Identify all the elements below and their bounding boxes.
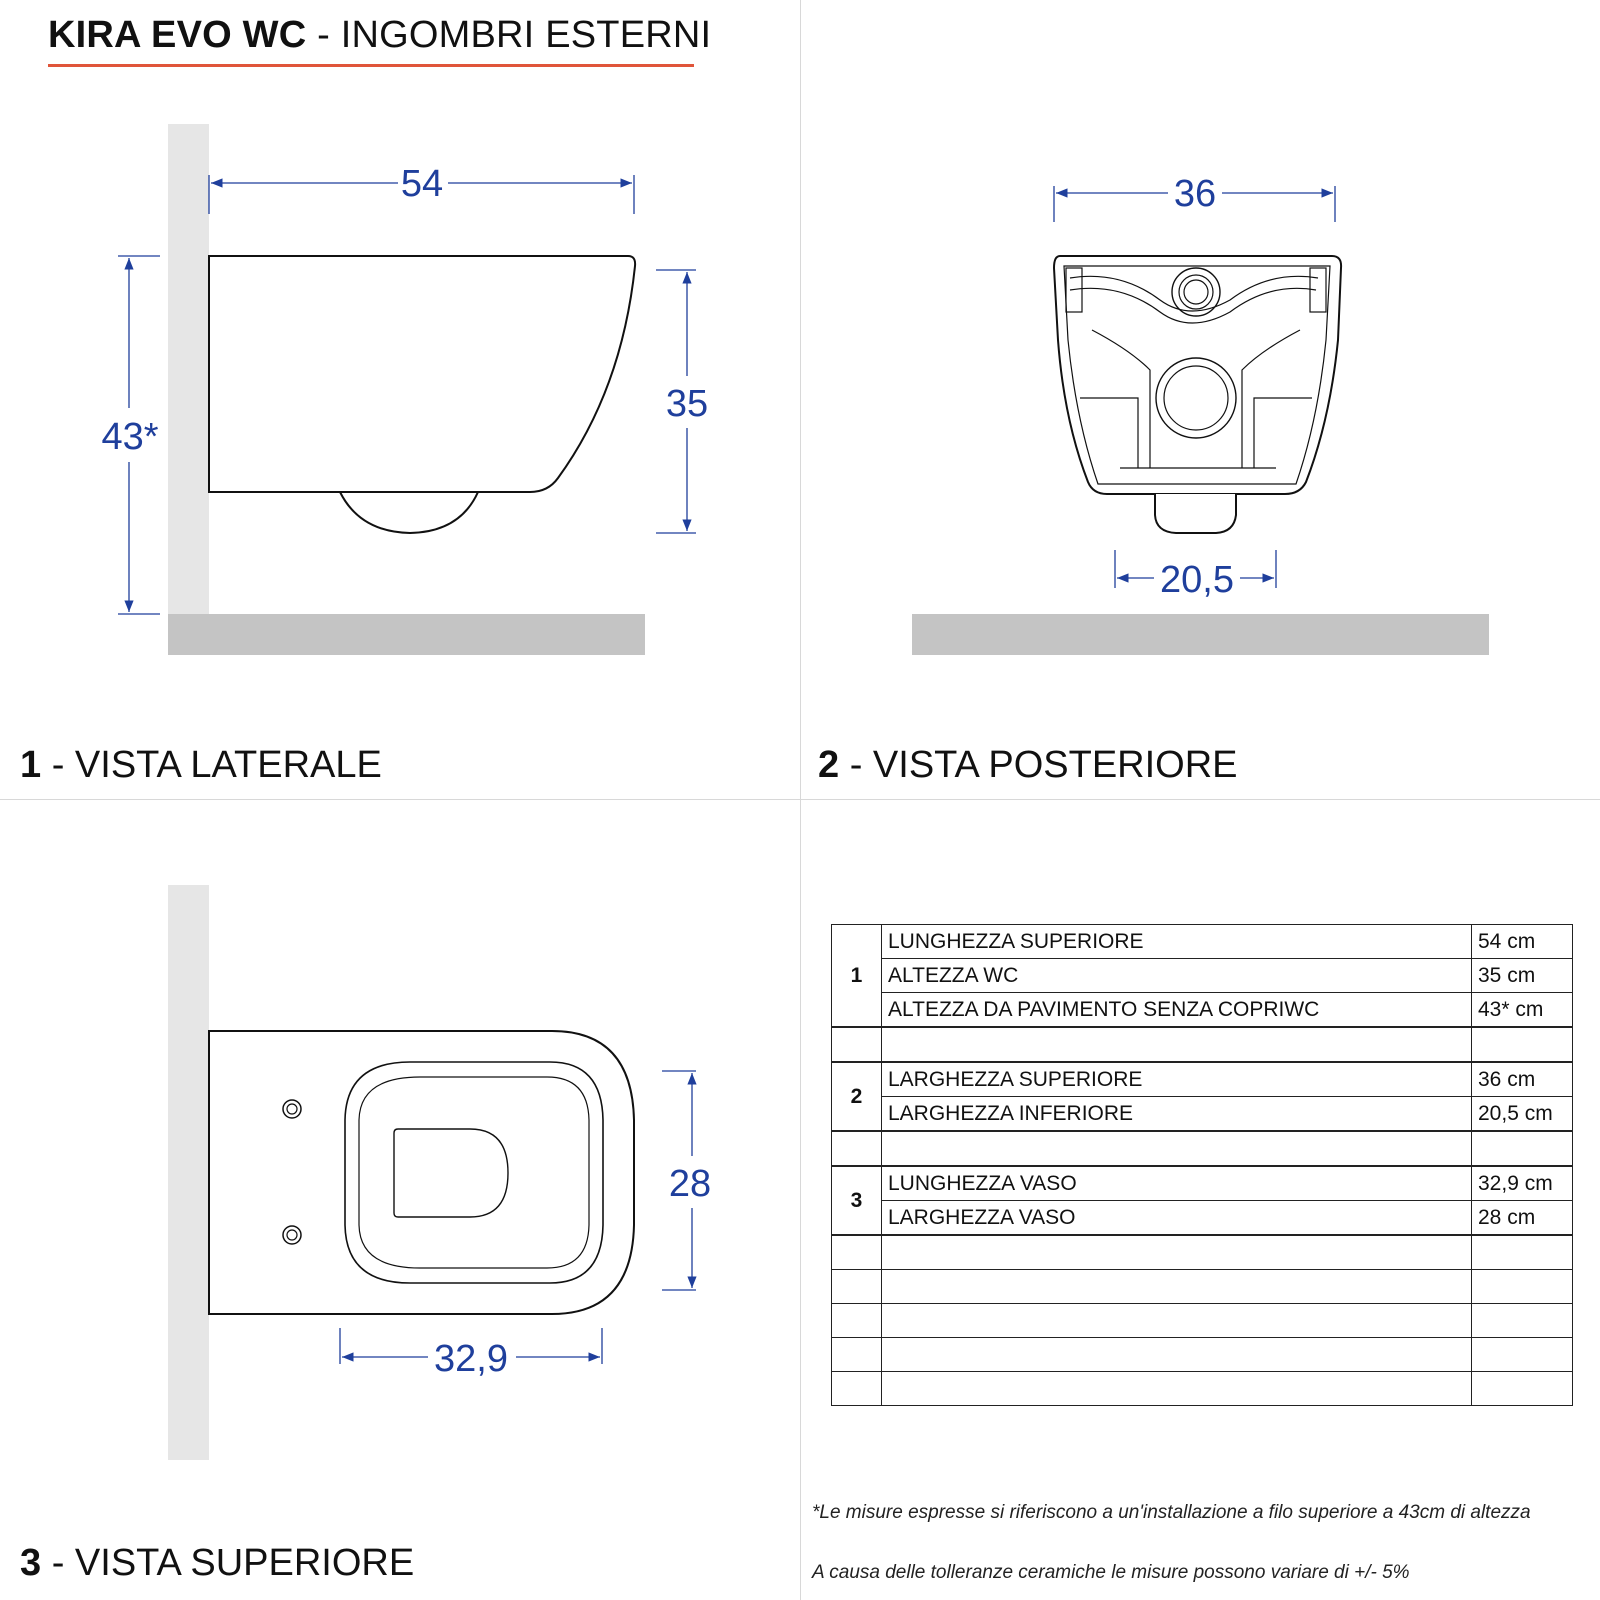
table-row [832,1097,1573,1132]
table-row [832,993,1573,1028]
view-title: - VISTA SUPERIORE [41,1542,415,1584]
dimension-rear-top-width: 36 [1173,173,1217,215]
installation-note: *Le misure espresse si riferiscono a un'installazione a filo superiore a 43cm di altezza [812,1502,1531,1523]
view-number: 1 [20,744,42,786]
table-row [832,1062,1573,1097]
table-cell-value: 32,9 cm [1472,1166,1573,1201]
table-row-empty [832,1235,1573,1270]
top-wall [168,885,209,1460]
table-cell-value: 35 cm [1472,959,1573,993]
rear-view [912,173,1489,655]
table-row-empty [832,1131,1573,1166]
dimension-top-bowl-width: 28 [668,1163,712,1205]
view-label-side [20,744,382,787]
view-label-rear [818,744,1238,787]
group-number: 2 [832,1062,882,1131]
table-cell-label: LARGHEZZA INFERIORE [882,1097,1472,1132]
table-cell-label: LARGHEZZA VASO [882,1201,1472,1236]
table-cell-value: 54 cm [1472,925,1573,959]
side-wc-body [209,256,635,492]
table-cell-label: LUNGHEZZA VASO [882,1166,1472,1201]
table-row-empty [832,1338,1573,1372]
table-row-empty [832,1372,1573,1406]
top-wc-body [209,1031,634,1314]
view-number: 3 [20,1542,42,1584]
rear-outlet-pipe [1155,494,1236,533]
dimension-rear-bottom-width: 20,5 [1160,559,1234,601]
table-row [832,1166,1573,1201]
group-number: 1 [832,925,882,1028]
table-row [832,925,1573,959]
dimensions-table [831,924,1573,1406]
table-row-empty [832,1304,1573,1338]
tolerance-note: A causa delle tolleranze ceramiche le misure possono variare di +/- 5% [812,1562,1410,1583]
table-cell-label: LUNGHEZZA SUPERIORE [882,925,1472,959]
product-name: KIRA EVO WC [48,14,307,56]
side-floor [168,614,645,655]
table-cell-label: LARGHEZZA SUPERIORE [882,1062,1472,1097]
side-wall [168,124,209,614]
table-row [832,1201,1573,1236]
dimension-top-bowl-length: 32,9 [434,1338,508,1380]
side-wc-outlet [340,492,478,533]
view-title: - VISTA LATERALE [41,744,382,786]
table-cell-label: ALTEZZA DA PAVIMENTO SENZA COPRIWC [882,993,1472,1028]
rear-floor [912,614,1489,655]
table-cell-value: 36 cm [1472,1062,1573,1097]
rear-wc-body [1054,256,1341,494]
table-row [832,959,1573,993]
table-cell-value: 20,5 cm [1472,1097,1573,1132]
table-cell-value: 43* cm [1472,993,1573,1028]
dimension-side-wc-height: 35 [665,383,709,425]
table-cell-value: 28 cm [1472,1201,1573,1236]
group-number: 3 [832,1166,882,1235]
view-label-top [20,1542,414,1585]
table-row-empty [832,1027,1573,1062]
view-number: 2 [818,744,840,786]
view-title: - VISTA POSTERIORE [839,744,1238,786]
title-subtitle: - INGOMBRI ESTERNI [306,14,712,56]
dimension-side-floor-height: 43* [101,416,159,458]
dimension-side-length: 54 [400,163,444,205]
side-view [101,124,708,655]
top-view [168,885,711,1460]
table-row-empty [832,1270,1573,1304]
table-cell-label: ALTEZZA WC [882,959,1472,993]
